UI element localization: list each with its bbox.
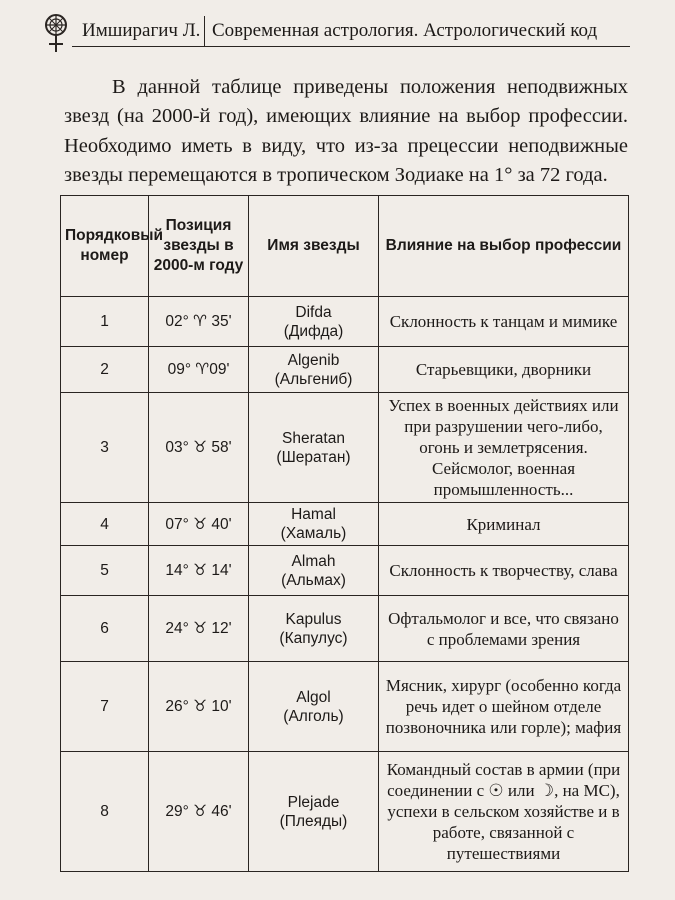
row-position: 02° ♈ 35': [149, 297, 249, 347]
intro-text: В данной таблице приведены положения неподвижных звезд (на 2000-й год), имеющих влияние на выбор профессии. Необходимо иметь в виду, что из-за прецессии неподвижные звезды перемещаются в тропическом Зодиаке на 1° за 72 года.: [64, 75, 628, 186]
row-influence: Успех в военных действиях или при разрушении чего-либо, огонь и землетрясения. Сейсмолог, военная промышленность...: [379, 393, 629, 503]
header-book-title: Современная астрология. Астрологический код: [212, 20, 598, 41]
star-name-latin: Kapulus: [285, 610, 342, 628]
table-row: [61, 596, 629, 662]
row-influence: Криминал: [379, 503, 629, 546]
row-number: 7: [61, 662, 149, 752]
star-name-russian: (Альгениб): [274, 370, 353, 388]
star-name-latin: Algenib: [287, 351, 340, 369]
row-position: 26° ♉ 10': [149, 662, 249, 752]
row-number: 8: [61, 752, 149, 872]
star-name-russian: (Алголь): [283, 707, 344, 725]
row-influence: Офтальмолог и все, что связано с проблемами зрения: [379, 596, 629, 662]
row-star-name: [249, 347, 379, 393]
table-row: [61, 752, 629, 872]
table-row: [61, 297, 629, 347]
row-star-name: [249, 503, 379, 546]
table-row: [61, 546, 629, 596]
header-position: Позиция звезды в 2000-м году: [149, 196, 249, 297]
row-number: 6: [61, 596, 149, 662]
row-star-name: [249, 596, 379, 662]
header-author: Имширагич Л.: [82, 20, 201, 41]
intro-paragraph: [64, 73, 628, 191]
star-name-russian: (Шератан): [276, 448, 351, 466]
row-number: 2: [61, 347, 149, 393]
row-position: 14° ♉ 14': [149, 546, 249, 596]
star-name-latin: Algol: [296, 688, 331, 706]
row-influence: Мясник, хирург (особенно когда речь идет о шейном отделе позвоночника или горле); мафия: [379, 662, 629, 752]
row-star-name: [249, 662, 379, 752]
row-influence: Склонность к танцам и мимике: [379, 297, 629, 347]
running-header: [72, 16, 630, 47]
row-position: 07° ♉ 40': [149, 503, 249, 546]
row-star-name: [249, 752, 379, 872]
star-name-latin: Difda: [295, 303, 332, 321]
star-name-russian: (Плеяды): [279, 812, 348, 830]
star-name-latin: Plejade: [287, 793, 340, 811]
venus-compass-icon: [40, 12, 72, 54]
row-position: 29° ♉ 46': [149, 752, 249, 872]
table-row: [61, 503, 629, 546]
row-position: 24° ♉ 12': [149, 596, 249, 662]
row-number: 1: [61, 297, 149, 347]
fixed-stars-table: [60, 195, 629, 872]
row-number: 4: [61, 503, 149, 546]
header-star-name: Имя звезды: [249, 196, 379, 297]
header-number: Порядковый номер: [61, 196, 149, 297]
row-position: 09° ♈09': [149, 347, 249, 393]
row-star-name: [249, 546, 379, 596]
row-number: 5: [61, 546, 149, 596]
row-number: 3: [61, 393, 149, 503]
header-divider: [204, 16, 205, 46]
star-name-russian: (Хамаль): [280, 525, 347, 542]
table-row: [61, 393, 629, 503]
row-position: 03° ♉ 58': [149, 393, 249, 503]
table-row: [61, 347, 629, 393]
row-star-name: [249, 393, 379, 503]
header-influence: Влияние на выбор профессии: [379, 196, 629, 297]
star-name-latin: Hamal: [291, 506, 336, 523]
star-name-russian: (Дифда): [283, 322, 344, 340]
star-name-latin: Sheratan: [282, 429, 345, 447]
table-header-row: [61, 196, 629, 297]
star-name-russian: (Альмах): [281, 571, 346, 589]
star-name-russian: (Капулус): [279, 629, 348, 647]
row-influence: Старьевщики, дворники: [379, 347, 629, 393]
row-influence: Командный состав в армии (при соединении с ☉ или ☽, на МС), успехи в сельском хозяйстве и в работе, связанной с путешествиями: [379, 752, 629, 872]
row-influence: Склонность к творчеству, слава: [379, 546, 629, 596]
row-star-name: [249, 297, 379, 347]
table-row: [61, 662, 629, 752]
star-name-latin: Almah: [291, 552, 336, 570]
